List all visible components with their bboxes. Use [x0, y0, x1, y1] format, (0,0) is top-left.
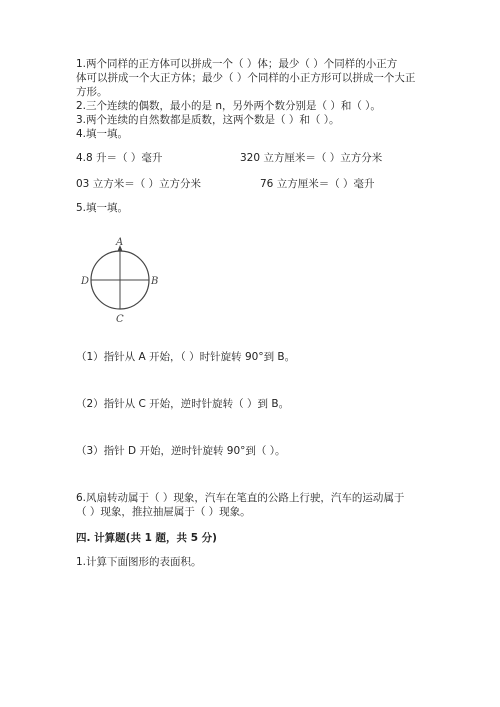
section-4-question-1: 1.计算下面图形的表面积。 [76, 556, 202, 568]
question-1-line-2: 体可以拼成一个大正方体；最少（ ）个同样的小正方形可以拼成一个大正 [76, 72, 416, 84]
question-4-item-4: 76 立方厘米＝（ ）毫升 [260, 178, 375, 190]
question-5-sub-1: （1）指针从 A 开始，（ ）时针旋转 90°到 B。 [76, 351, 296, 363]
question-6-line-2: （ ）现象，推拉抽屉属于（ ）现象。 [76, 506, 251, 518]
question-5-sub-3: （3）指针 D 开始，逆时针旋转 90°到（ ）。 [76, 445, 286, 457]
label-d: D [81, 276, 90, 287]
question-4-item-1: 4.8 升＝（ ）毫升 [76, 152, 163, 164]
question-4-title: 4.填一填。 [76, 128, 129, 140]
label-b: B [151, 276, 159, 287]
question-4-item-3: 03 立方米＝（ ）立方分米 [76, 178, 202, 190]
question-1-line-3: 方形。 [76, 86, 108, 98]
section-4-title: 四. 计算题(共 1 题，共 5 分) [76, 532, 217, 544]
label-a: A [116, 237, 124, 248]
question-1-line-1: 1.两个同样的正方体可以拼成一个（ ）体；最少（ ）个同样的小正方 [76, 58, 398, 70]
label-c: C [116, 314, 124, 324]
question-6-line-1: 6.风扇转动属于（ ）现象，汽车在笔直的公路上行驶，汽车的运动属于 [76, 492, 405, 504]
question-3: 3.两个连续的自然数都是质数，这两个数是（ ）和（ ）。 [76, 114, 340, 126]
question-4-item-2: 320 立方厘米＝（ ）立方分米 [240, 152, 383, 164]
question-5-title: 5.填一填。 [76, 202, 129, 214]
clock-dial-diagram [76, 234, 166, 324]
question-5-sub-2: （2）指针从 C 开始，逆时针旋转（ ）到 B。 [76, 398, 290, 410]
question-2: 2.三个连续的偶数，最小的是 n，另外两个数分别是（ ）和（ ）。 [76, 100, 381, 112]
